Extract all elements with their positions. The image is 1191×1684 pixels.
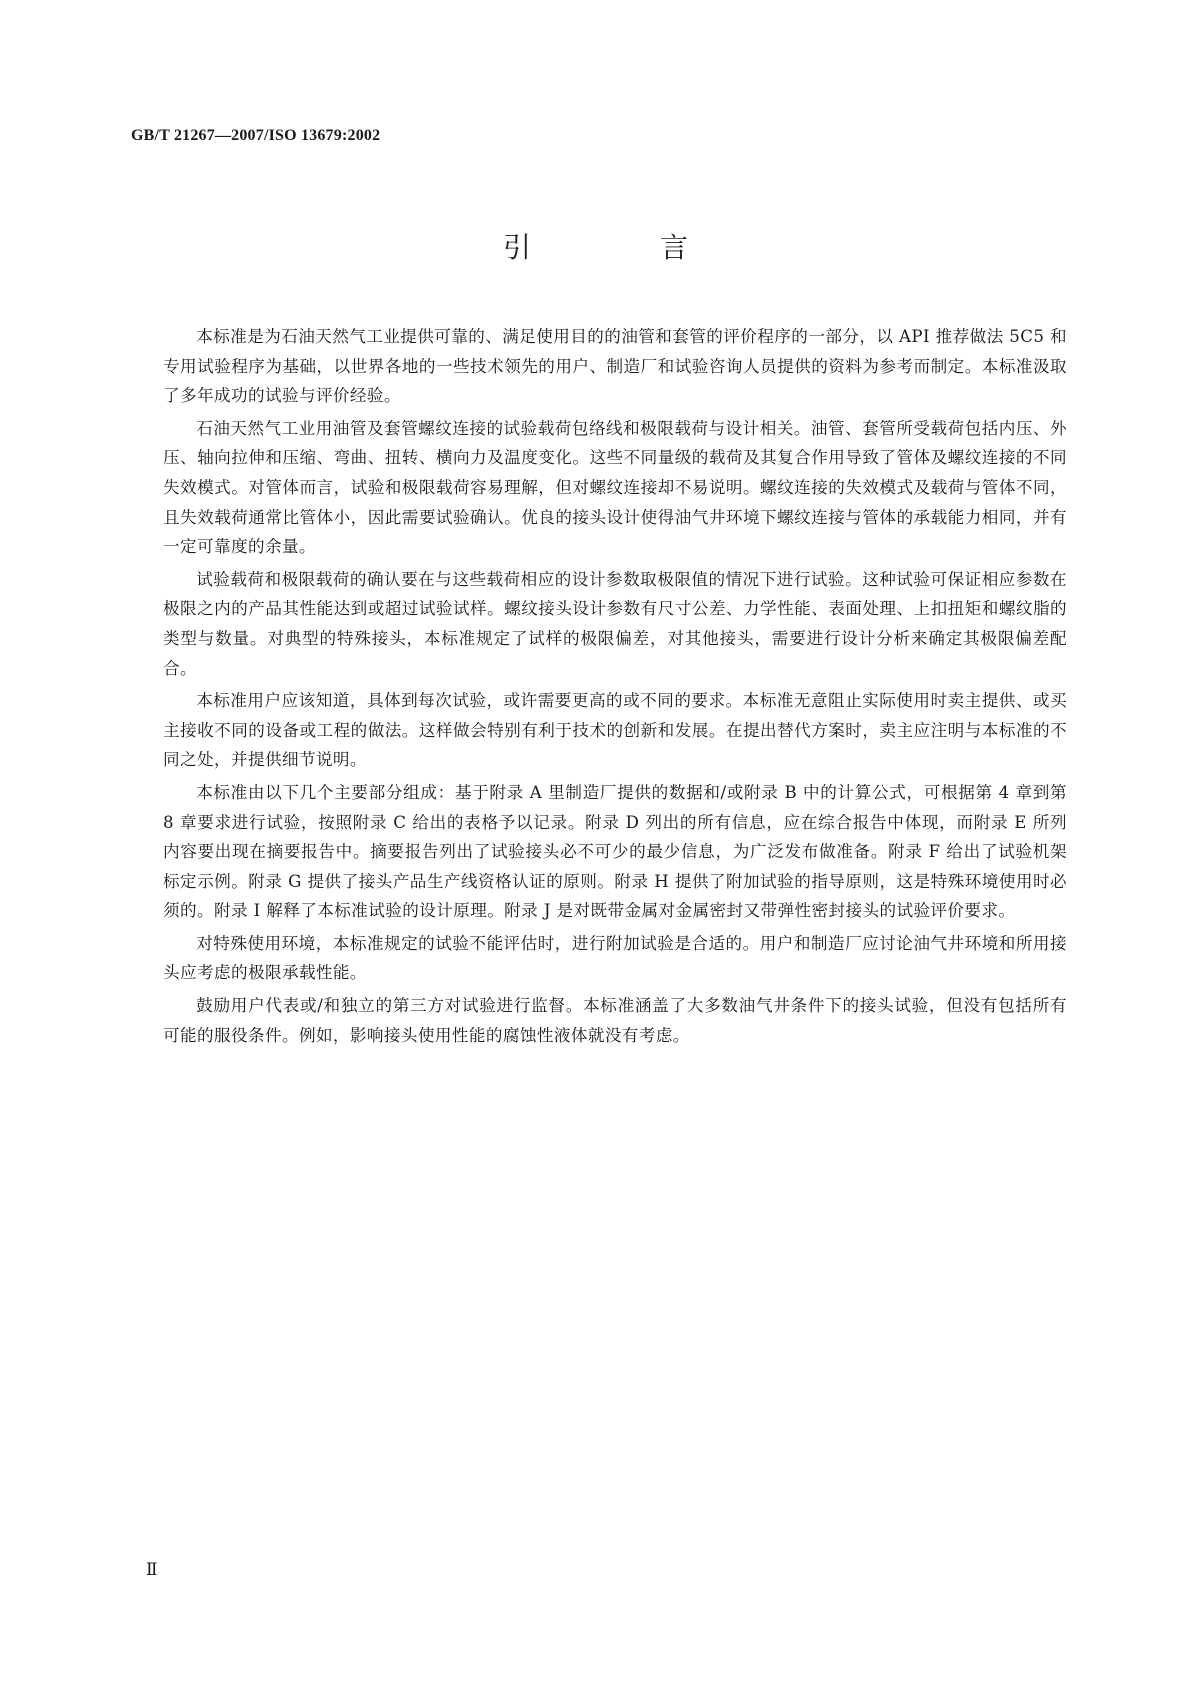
body-text	[163, 322, 1067, 1053]
paragraph-6: 对特殊使用环境，本标准规定的试验不能评估时，进行附加试验是合适的。用户和制造厂应讨论油气井环境和所用接头应考虑的极限承载性能。	[163, 933, 1067, 983]
paragraph-7: 鼓励用户代表或/和独立的第三方对试验进行监督。本标准涵盖了大多数油气井条件下的接头试验，但没有包括所有可能的服役条件。例如，影响接头使用性能的腐蚀性液体就没有考虑。	[163, 996, 1067, 1045]
page-number: Ⅱ	[146, 1560, 158, 1579]
paragraph-5: 本标准由以下几个主要部分组成：基于附录 A 里制造厂提供的数据和/或附录 B 中的计算公式，可根据第 4 章到第 8 章要求进行试验，按照附录 C 给出的表格予以记录。附录 D 列出的所有信息，应在综合报告中体现，而附录 E 所列内容要出现在摘要报告中。摘要报告列出了试验接头必不可少的最少信息，为广泛发布做准备。附录 F 给出了试验机架标定示例。附录 G 提供了接头产品生产线资格认证的原则。附录 H 提供了附加试验的指导原则，这是特殊环境使用时必须的。附录 I 解释了本标准试验的设计原理。附录 J 是对既带金属对金属密封又带弹性密封接头的试验评价要求。	[163, 782, 1067, 921]
paragraph-3: 试验载荷和极限载荷的确认要在与这些载荷相应的设计参数取极限值的情况下进行试验。这种试验可保证相应参数在极限之内的产品其性能达到或超过试验试样。螺纹接头设计参数有尺寸公差、力学性能、表面处理、上扣扭矩和螺纹脂的类型与数量。对典型的特殊接头，本标准规定了试样的极限偏差，对其他接头，需要进行设计分析来确定其极限偏差配合。	[163, 569, 1067, 678]
paragraph-2: 石油天然气工业用油管及套管螺纹连接的试验载荷包络线和极限载荷与设计相关。油管、套管所受载荷包括内压、外压、轴向拉伸和压缩、弯曲、扭转、横向力及温度变化。这些不同量级的载荷及其复合作用导致了管体及螺纹连接的不同失效模式。对管体而言，试验和极限载荷容易理解，但对螺纹连接却不易说明。螺纹连接的失效模式及载荷与管体不同，且失效载荷通常比管体小，因此需要试验确认。优良的接头设计使得油气井环境下螺纹连接与管体的承载能力相同，并有一定可靠度的余量。	[163, 418, 1067, 557]
page-title: 引 言	[503, 231, 748, 264]
paragraph-1: 本标准是为石油天然气工业提供可靠的、满足使用目的的油管和套管的评价程序的一部分，以 API 推荐做法 5C5 和专用试验程序为基础，以世界各地的一些技术领先的用户、制造厂和试验咨询人员提供的资料为参考而制定。本标准汲取了多年成功的试验与评价经验。	[163, 327, 1067, 406]
standard-code-header: GB/T 21267—2007/ISO 13679:2002	[131, 127, 381, 144]
paragraph-4: 本标准用户应该知道，具体到每次试验，或许需要更高的或不同的要求。本标准无意阻止实际使用时卖主提供、或买主接收不同的设备或工程的做法。这样做会特别有利于技术的创新和发展。在提出替代方案时，卖主应注明与本标准的不同之处，并提供细节说明。	[163, 691, 1067, 770]
